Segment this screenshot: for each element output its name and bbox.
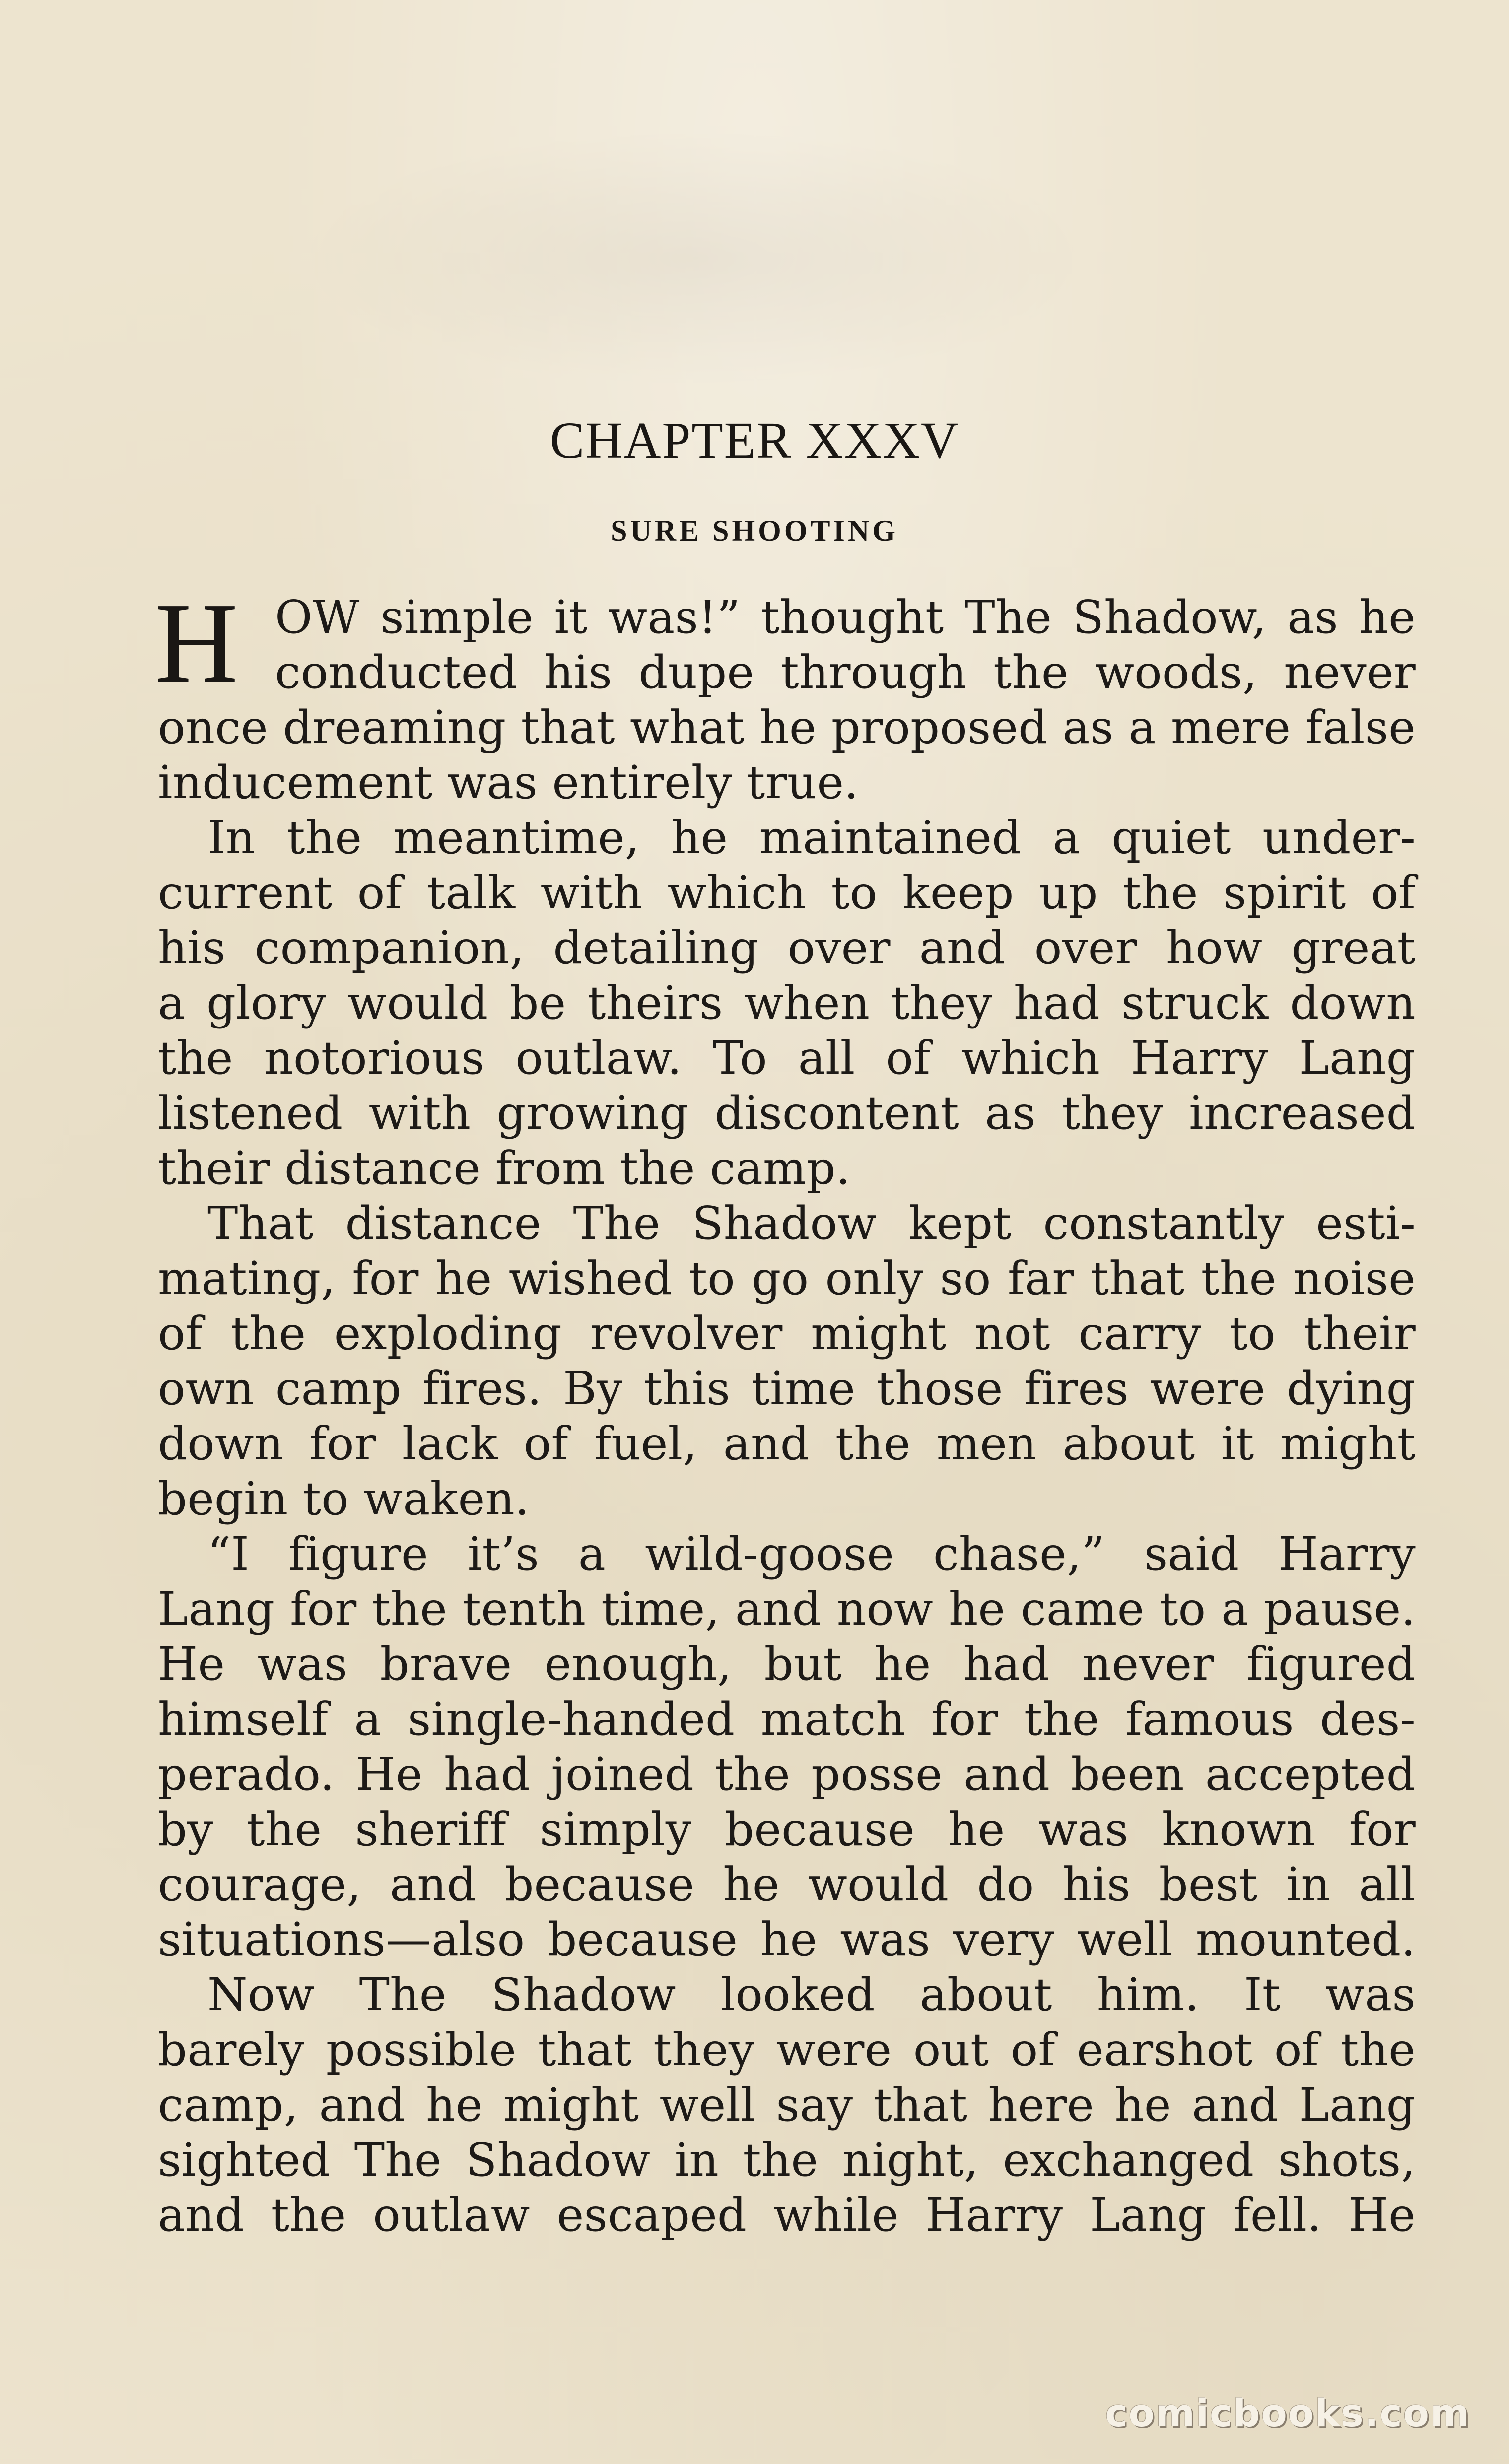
text-line: situations—also because he was very well mounted. (158, 1913, 1416, 1966)
text-line: by the sheriff simply because he was known for (158, 1803, 1416, 1856)
text-line: down for lack of fuel, and the men about it might (158, 1417, 1416, 1470)
text-line: That distance The Shadow kept constantly esti- (207, 1197, 1416, 1250)
text-line: listened with growing discontent as they increased (158, 1087, 1416, 1140)
text-line: Lang for the tenth time, and now he came to a pause. (158, 1582, 1416, 1636)
text-line: Now The Shadow looked about him. It was (207, 1968, 1416, 2021)
text-line: and the outlaw escaped while Harry Lang fell. He (158, 2189, 1416, 2242)
text-line: himself a single-handed match for the famous des- (158, 1693, 1416, 1746)
text-line: own camp fires. By this time those fires were dying (158, 1362, 1416, 1415)
paragraph-2 (158, 810, 1416, 1196)
paragraph-3 (158, 1196, 1416, 1526)
text-line: begin to waken. (158, 1472, 530, 1525)
text-line: of the exploding revolver might not carry to their (158, 1307, 1416, 1360)
chapter-title: CHAPTER XXXV (549, 412, 960, 469)
text-line: current of talk with which to keep up the spirit of (158, 866, 1416, 919)
chapter-subtitle: SURE SHOOTING (611, 514, 898, 547)
text-line: inducement was entirely true. (158, 756, 859, 809)
body-text (155, 579, 1416, 2243)
text-line: mating, for he wished to go only so far that the noise (158, 1252, 1416, 1305)
watermark: comicbooks.com (1105, 2391, 1470, 2435)
paragraph-5 (158, 1967, 1416, 2243)
text-line: perado. He had joined the posse and been accepted (158, 1748, 1416, 1801)
text-line: once dreaming that what he proposed as a mere false (158, 701, 1416, 754)
text-line: the notorious outlaw. To all of which Harry Lang (158, 1031, 1416, 1085)
text-line: conducted his dupe through the woods, never (275, 646, 1416, 699)
text-line: “I figure it’s a wild-goose chase,” said Harry (207, 1527, 1416, 1580)
text-line: a glory would be theirs when they had struck down (158, 976, 1416, 1029)
text-line: He was brave enough, but he had never figured (158, 1638, 1416, 1691)
text-line: their distance from the camp. (158, 1142, 851, 1195)
text-line: In the meantime, he maintained a quiet under- (207, 811, 1416, 864)
paragraph-4 (158, 1526, 1416, 1967)
text-line: barely possible that they were out of earshot of the (158, 2023, 1416, 2076)
text-line: his companion, detailing over and over how great (158, 921, 1416, 974)
drop-cap: H (155, 579, 238, 707)
text-line: courage, and because he would do his best in all (158, 1858, 1416, 1911)
show-through-shadow (298, 129, 1092, 387)
text-line: sighted The Shadow in the night, exchanged shots, (158, 2133, 1416, 2187)
line-text: OW simple it was!” thought The Shadow, as he (275, 591, 1416, 644)
paragraph-1 (155, 579, 1416, 810)
text-line: camp, and he might well say that here he and Lang (158, 2078, 1416, 2131)
